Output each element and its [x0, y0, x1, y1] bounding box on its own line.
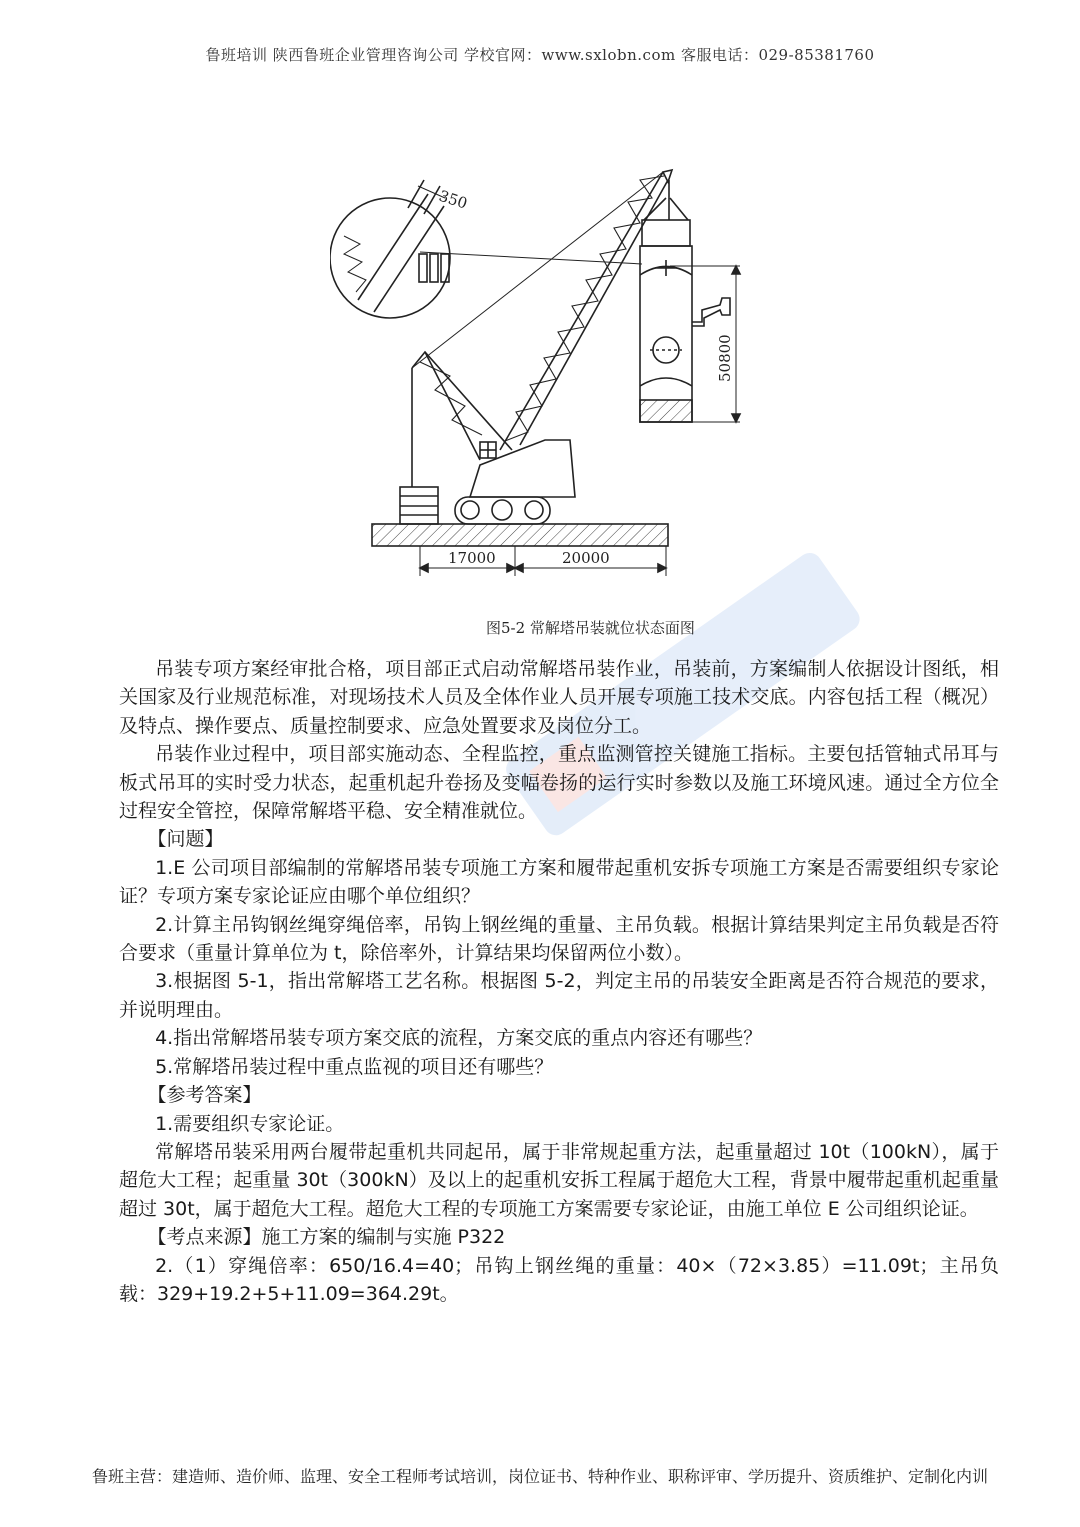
detail-circle — [330, 198, 450, 318]
question-3: 3.根据图 5-1，指出常解塔工艺名称。根据图 5-2，判定主吊的吊装安全距离是否符合规范的要求，并说明理由。 — [119, 970, 999, 1021]
crane-hoisting-diagram — [330, 150, 800, 610]
source-reference: 【考点来源】施工方案的编制与实施 P322 — [147, 1226, 506, 1249]
answer-1: 1.需要组织专家论证。 — [155, 1112, 345, 1135]
heading-answers: 【参考答案】 — [147, 1084, 262, 1107]
question-4: 4.指出常解塔吊装专项方案交底的流程，方案交底的重点内容还有哪些？ — [155, 1027, 763, 1050]
vessel-top — [642, 220, 690, 246]
page-header: 鲁班培训 陕西鲁班企业管理咨询公司 学校官网：www.sxlobn.com 客服电话：029-85381760 — [205, 46, 875, 64]
dim-label-17000: 17000 — [448, 549, 496, 567]
crane-body — [470, 440, 575, 497]
answer-1-detail: 常解塔吊装采用两台履带起重机共同起吊，属于非常规起重方法，起重量超过 10t（100kN），属于超危大工程；起重量 30t（300kN）及以上的起重机安拆工程属于超危大工程，背景中履带起重机起重量超过 30t，属于超危大工程。超危大工程的专项施工方案需要专家论证，由施工单位 E 公司组织论证。 — [119, 1140, 999, 1220]
heading-questions: 【问题】 — [147, 828, 224, 851]
dim-label-350: 350 — [436, 186, 470, 213]
question-5: 5.常解塔吊装过程中重点监视的项目还有哪些？ — [155, 1055, 554, 1078]
paragraph-intro-2: 吊装作业过程中，项目部实施动态、全程监控，重点监测管控关键施工指标。主要包括管轴式吊耳与板式吊耳的实时受力状态，起重机起升卷扬及变幅卷扬的运行实时参数以及施工环境风速。通过全方位全过程安全管控，保障常解塔平稳、安全精准就位。 — [119, 743, 999, 823]
question-2: 2.计算主吊钩钢丝绳穿绳倍率，吊钩上钢丝绳的重量、主吊负载。根据计算结果判定主吊负载是否符合要求（重量计算单位为 t，除倍率外，计算结果均保留两位小数）。 — [119, 913, 999, 965]
dim-label-50800: 50800 — [716, 334, 734, 382]
page-footer: 鲁班主营：建造师、造价师、监理、安全工程师考试培训，岗位证书、特种作业、职称评审、学历提升、资质维护、定制化内训 — [91, 1467, 988, 1486]
figure-caption: 图5-2 常解塔吊装就位状态面图 — [486, 619, 695, 637]
question-1: 1.E 公司项目部编制的常解塔吊装专项施工方案和履带起重机安拆专项施工方案是否需要组织专家论证？专项方案专家论证应由哪个单位组织？ — [119, 856, 999, 908]
paragraph-intro-1: 吊装专项方案经审批合格，项目部正式启动常解塔吊装作业，吊装前，方案编制人依据设计图纸，相关国家及行业规范标准，对现场技术人员及全体作业人员开展专项施工技术交底。内容包括工程（概况）及特点、操作要点、质量控制要求、应急处置要求及岗位分工。 — [119, 658, 999, 737]
answer-2: 2.（1）穿绳倍率：650/16.4=40；吊钩上钢丝绳的重量：40×（72×3.85）=11.09t；主吊负载：329+19.2+5+11.09=364.29t。 — [119, 1254, 999, 1305]
body-text — [119, 655, 999, 1308]
dim-label-20000: 20000 — [562, 549, 610, 567]
ground-slab — [372, 524, 668, 546]
